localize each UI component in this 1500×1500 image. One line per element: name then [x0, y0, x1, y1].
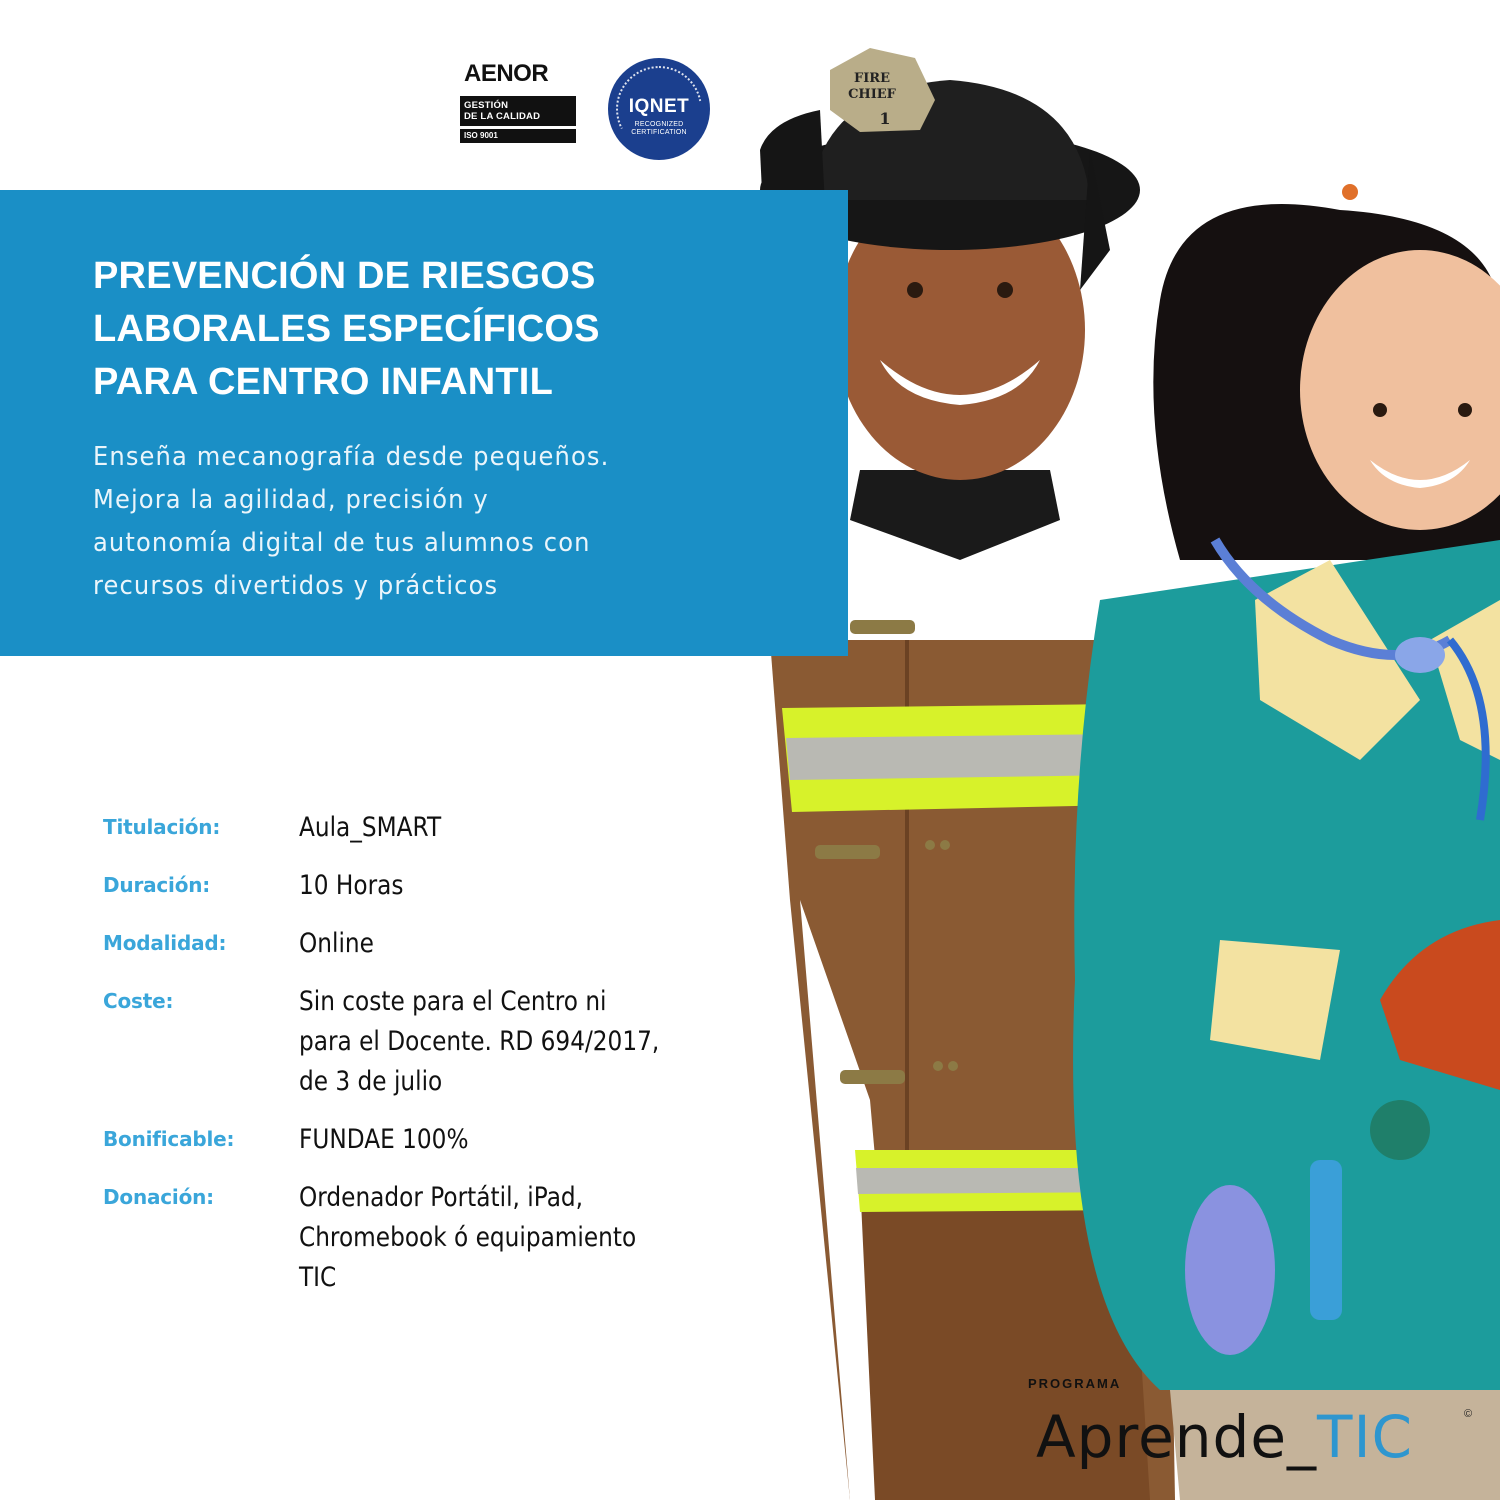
aenor-line-2: DE LA CALIDAD: [464, 111, 541, 122]
aenor-quality-box: [460, 96, 576, 126]
course-description-line: Enseña mecanografía desde pequeños.: [93, 442, 610, 472]
detail-row-duracion: [103, 866, 743, 906]
course-description-line: autonomía digital de tus alumnos con: [93, 528, 591, 558]
aenor-logo: [460, 60, 576, 143]
detail-row-donacion: [103, 1178, 743, 1298]
detail-value: [299, 1120, 681, 1160]
brand-name-part-b: TIC: [1317, 1403, 1414, 1471]
helmet-badge-number: 1: [879, 109, 891, 128]
detail-label: Bonificable:: [103, 1127, 235, 1151]
detail-label: Donación:: [103, 1185, 214, 1209]
detail-value-line: 10 Horas: [299, 870, 404, 901]
course-title-line: PARA CENTRO INFANTIL: [93, 361, 553, 403]
detail-row-bonificable: [103, 1120, 743, 1160]
helmet-badge-chief: CHIEF: [848, 87, 896, 102]
course-title: [93, 250, 773, 409]
detail-value: [299, 866, 681, 906]
course-description-line: Mejora la agilidad, precisión y: [93, 485, 489, 515]
course-details: [103, 808, 743, 1316]
detail-value-line: FUNDAE 100%: [299, 1124, 469, 1155]
hero-panel: [0, 190, 848, 656]
detail-value-line: Chromebook ó equipamiento: [299, 1222, 637, 1253]
iqnet-wordmark: IQNET: [628, 96, 690, 117]
detail-value-line: Aula_SMART: [299, 812, 442, 843]
copyright-icon: ©: [1464, 1408, 1473, 1420]
aprende-tic-logo: [1028, 1372, 1488, 1482]
aenor-standard: ISO 9001: [460, 129, 576, 143]
detail-row-coste: [103, 982, 743, 1102]
certification-logos: [460, 60, 710, 160]
course-title-line: LABORALES ESPECÍFICOS: [93, 308, 600, 350]
detail-value-line: Sin coste para el Centro ni: [299, 986, 607, 1017]
detail-value: [299, 982, 681, 1102]
detail-label: Coste:: [103, 989, 174, 1013]
aenor-wordmark: AENOR: [464, 60, 549, 87]
iqnet-subtitle-line-2: CERTIFICATION: [631, 129, 687, 136]
detail-value-line: de 3 de julio: [299, 1066, 443, 1097]
detail-label: Duración:: [103, 873, 211, 897]
iqnet-subtitle-line-1: RECOGNIZED: [634, 121, 684, 128]
detail-value-line: Online: [299, 928, 374, 959]
detail-value: [299, 924, 681, 964]
detail-value-line: para el Docente. RD 694/2017,: [299, 1026, 660, 1057]
brand-prefix: PROGRAMA: [1028, 1376, 1122, 1391]
course-title-line: PREVENCIÓN DE RIESGOS: [93, 255, 596, 297]
detail-value: [299, 1178, 681, 1298]
brand-name: [1036, 1404, 1413, 1470]
course-description-line: recursos divertidos y prácticos: [93, 571, 499, 601]
detail-label: Modalidad:: [103, 931, 227, 955]
iqnet-subtitle: [608, 121, 710, 137]
detail-row-titulacion: [103, 808, 743, 848]
detail-row-modalidad: [103, 924, 743, 964]
aenor-line-1: GESTIÓN: [464, 100, 509, 111]
detail-value-line: Ordenador Portátil, iPad,: [299, 1182, 584, 1213]
iqnet-logo: [608, 58, 710, 160]
detail-value: [299, 808, 681, 848]
course-description: [93, 436, 688, 608]
helmet-badge-fire: FIRE: [853, 71, 891, 86]
detail-label: Titulación:: [103, 815, 221, 839]
brand-name-part-a: Aprende_: [1036, 1403, 1318, 1471]
detail-value-line: TIC: [299, 1262, 337, 1293]
